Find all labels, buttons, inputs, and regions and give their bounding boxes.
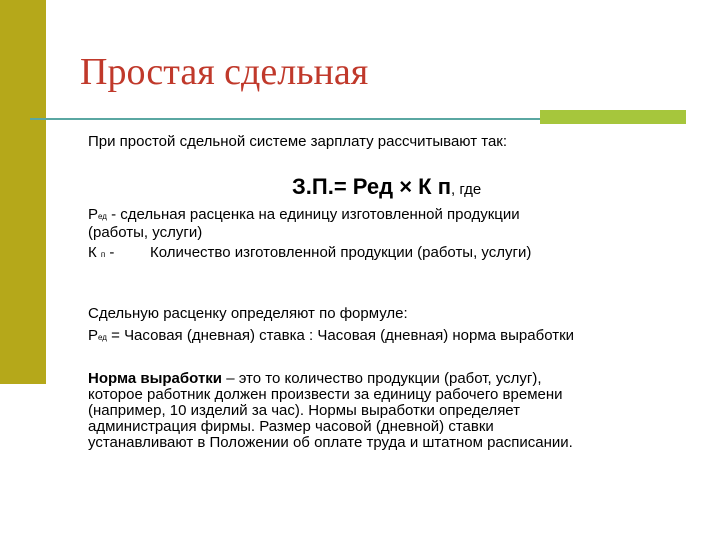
norm-line3: (например, 10 изделий за час). Нормы выработки определяет <box>88 402 521 419</box>
rate-formula-subscript: ед <box>98 333 107 342</box>
def-kp-subscript: п <box>100 250 106 259</box>
norm-term: Норма выработки <box>88 370 223 387</box>
def-red-symbol: Р <box>88 206 99 223</box>
def-red-subscript: ед <box>98 212 107 221</box>
slide-title: Простая сдельная <box>80 51 369 93</box>
def-kp-dash: - <box>105 244 115 261</box>
def-kp-text: Количество изготовленной продукции (работы, услуги) <box>150 244 532 261</box>
norm-line4: администрация фирмы. Размер часовой (дневной) ставки <box>88 418 494 435</box>
formula <box>292 174 481 200</box>
formula-suffix: , где <box>451 181 482 198</box>
def-kp-symbol: К <box>88 244 97 261</box>
definition-red <box>88 207 520 241</box>
accent-bar-green <box>540 110 686 124</box>
norm-paragraph <box>88 371 573 451</box>
rate-formula-text: = Часовая (дневная) ставка : Часовая (дневная) норма выработки <box>106 327 575 344</box>
rate-formula <box>88 328 574 346</box>
left-accent-bar <box>0 0 46 384</box>
def-red-text-line1: - сдельная расценка на единицу изготовленной продукции <box>106 206 520 223</box>
formula-main: З.П.= Ред × К п <box>292 174 452 199</box>
def-red-text-line2: (работы, услуги) <box>88 224 203 241</box>
norm-line1: – это то количество продукции (работ, услуг), <box>222 370 542 387</box>
rate-intro: Сдельную расценку определяют по формуле: <box>88 305 408 322</box>
rate-formula-symbol: Р <box>88 327 99 344</box>
intro-text: При простой сдельной системе зарплату рассчитывают так: <box>88 133 508 150</box>
norm-line2: которое работник должен произвести за единицу рабочего времени <box>88 386 563 403</box>
definition-kp <box>88 245 531 263</box>
norm-line5: устанавливают в Положении об оплате труда и штатном расписании. <box>88 434 573 451</box>
